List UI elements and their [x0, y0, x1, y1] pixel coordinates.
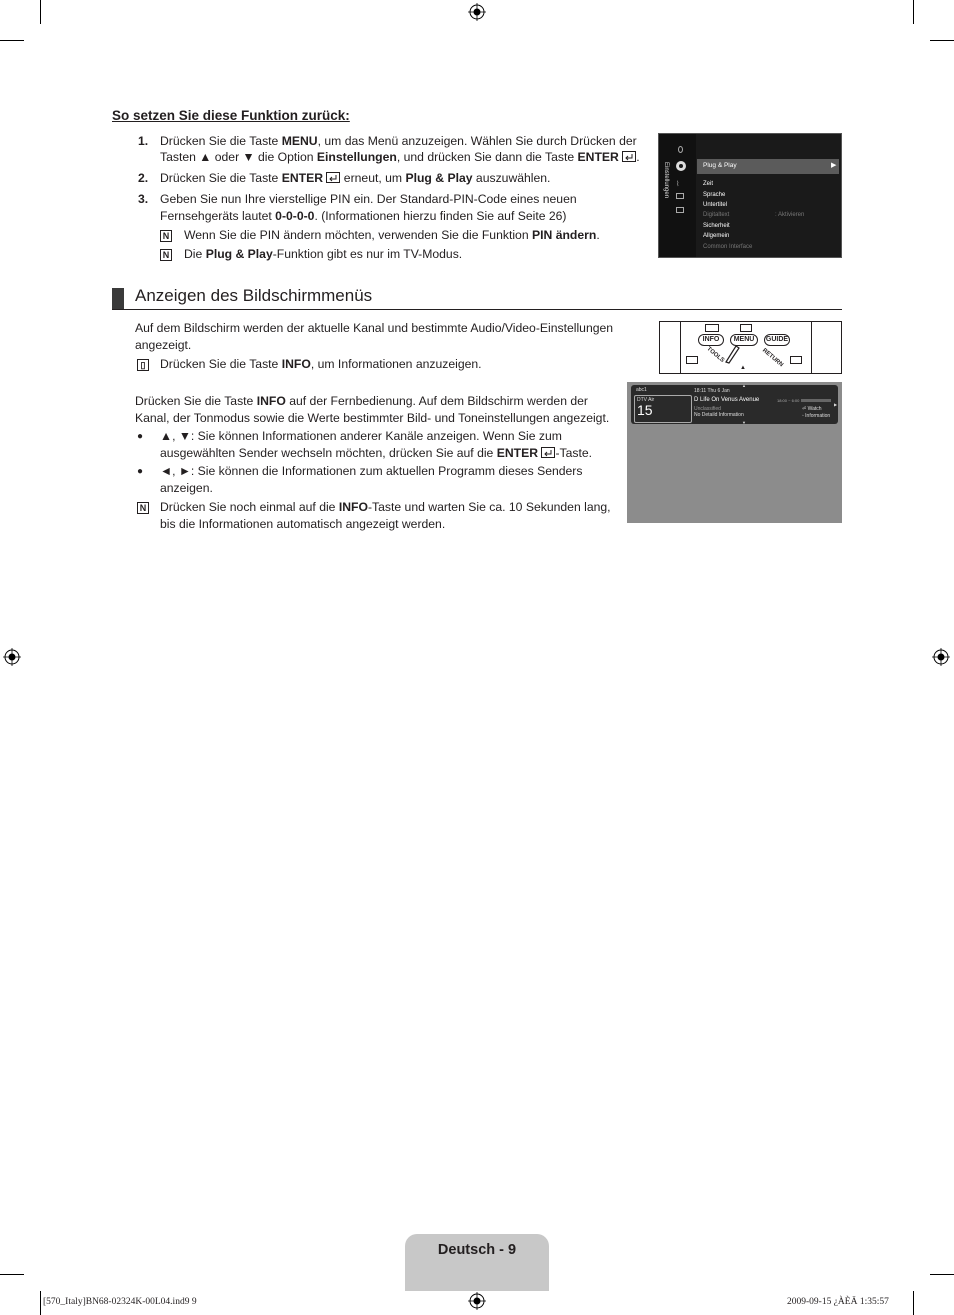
registration-mark-icon [3, 648, 21, 666]
step-number: 2. [138, 171, 149, 185]
step-number: 1. [138, 134, 149, 148]
note-plug-play [184, 246, 462, 263]
print-slug-right: 2009-09-15 ¿ÀÈÄ 1:35:57 [787, 1297, 889, 1307]
text: . (Informationen hierzu finden Sie auf Seite 26) [314, 209, 567, 223]
remote-illustration [659, 321, 842, 374]
programme-title: D Life On Venus Avenue [694, 397, 760, 403]
crop-mark [0, 1274, 24, 1275]
crop-mark [40, 1291, 41, 1315]
step-3-line-2 [160, 208, 567, 225]
bullet-2-line-2: anzeigen. [160, 481, 213, 495]
section-marker [112, 288, 124, 309]
menu-item-sprache[interactable]: Sprache [703, 192, 726, 198]
option-einstellungen: Einstellungen [316, 150, 397, 164]
button-icon [740, 324, 752, 332]
para-line-2: Kanal, der Tonmodus sowie die Werte bestimmter Bild- und Toneinstellungen angezeigt. [135, 411, 610, 425]
remote-note-icon: ▯ [137, 359, 149, 371]
text: Drücken Sie die Taste [135, 394, 257, 408]
step-number: 3. [138, 192, 149, 206]
option-plug-play: Plug & Play [205, 247, 273, 261]
menu-item-untertitel[interactable]: Untertitel [703, 202, 728, 208]
arrow-right-icon: ▶ [834, 402, 838, 407]
step-2 [160, 170, 550, 187]
para-line-1 [135, 393, 588, 410]
key-info: INFO [281, 357, 311, 371]
note-pin-change [184, 227, 600, 244]
text: -Funktion gibt es nur im TV-Modus. [272, 247, 463, 261]
button-icon [705, 324, 719, 332]
text: , und drücken Sie dann die Taste [396, 150, 578, 164]
text: Drücken Sie die Taste [160, 171, 282, 185]
date-time: 18:11 Thu 6 Jan [694, 388, 730, 394]
crop-mark [930, 40, 954, 41]
arrow-up-icon: ▲ [740, 365, 746, 371]
crop-mark [913, 1291, 914, 1315]
crop-mark [0, 40, 24, 41]
watch-hint: ⏎ Watch [802, 406, 822, 412]
key-enter: ENTER [577, 150, 619, 164]
button-icon [686, 356, 698, 364]
picture-icon [678, 146, 683, 153]
key-enter: ENTER [281, 171, 324, 185]
section-title: Anzeigen des Bildschirmmenüs [135, 286, 373, 305]
text: Wenn Sie die PIN ändern möchten, verwenden Sie die Funktion [184, 228, 532, 242]
channel-number: 15 [637, 402, 653, 418]
text: . [596, 228, 600, 242]
bullet-dot: ● [137, 431, 144, 442]
detail-info: No Detaild Information [694, 412, 744, 418]
time-range: 18:00 ~ 6:00 [777, 398, 800, 403]
crop-mark [913, 0, 914, 24]
information-label: Information [805, 413, 831, 419]
enter-icon [326, 172, 340, 183]
text: -Taste. [555, 446, 593, 460]
text: Drücken Sie die Taste [160, 134, 282, 148]
text: Die [184, 247, 206, 261]
text: Fernsehgeräts lautet [160, 209, 276, 223]
button-icon [790, 356, 802, 364]
registration-mark-icon [468, 3, 486, 21]
note-line-2: bis die Informationen automatisch angezeigt werden. [160, 517, 446, 531]
bullet-dot: ● [137, 466, 144, 477]
registration-mark-icon [932, 648, 950, 666]
gear-icon [674, 159, 688, 173]
step-1-line-1 [160, 133, 637, 150]
progress-bar [801, 399, 831, 402]
info-note [160, 356, 482, 373]
text: auf der Fernbedienung. Auf dem Bildschirm werden der [285, 394, 588, 408]
option-plug-play: Plug & Play [405, 171, 473, 185]
remote-guide-button[interactable]: GUIDE [764, 334, 790, 346]
note-line-1 [160, 499, 611, 516]
watch-label: Watch [807, 406, 822, 412]
key-menu: MENU [281, 134, 318, 148]
key-info: INFO [338, 500, 368, 514]
text: . [636, 150, 640, 164]
remote-menu-button[interactable]: MENU [730, 334, 758, 346]
step-3-line-1: Geben Sie nun Ihre vierstellige PIN ein. Der Standard-PIN-Code eines neuen [160, 192, 577, 206]
remote-return-label: RETURN [760, 347, 785, 369]
step-1-line-2 [160, 149, 640, 166]
section-rule [112, 309, 842, 310]
programme-name: Life On Venus Avenue [700, 397, 760, 403]
application-icon [676, 207, 684, 213]
remote-tools-label: TOOLS [705, 346, 726, 364]
pointer-hand-icon [722, 342, 742, 364]
menu-item-sicherheit[interactable]: Sicherheit [703, 223, 730, 229]
information-hint: ◦ Information [802, 413, 831, 419]
key-info: INFO [256, 394, 286, 408]
text: , um Informationen anzuzeigen. [310, 357, 482, 371]
tv-menu-screenshot [658, 133, 842, 258]
channel-name: abc1 [636, 387, 647, 393]
reset-subtitle: So setzen Sie diese Funktion zurück: [112, 108, 350, 123]
text: Drücken Sie noch einmal auf die [160, 500, 339, 514]
channel-type: DTV Air [637, 397, 655, 403]
info-screen [627, 382, 842, 523]
crop-mark [40, 0, 41, 24]
arrow-up-icon: ▲ [742, 383, 746, 388]
menu-digitaltext-value: : Aktivieren [775, 212, 805, 218]
enter-icon [622, 151, 636, 162]
note-icon: N [160, 230, 172, 242]
remote-info-button[interactable]: INFO [698, 334, 724, 346]
text: erneut, um [340, 171, 406, 185]
menu-item-plug-play[interactable]: Plug & Play [703, 162, 737, 169]
bullet-2-line-1: ◄, ►: Sie können die Informationen zum aktuellen Programm dieses Senders [160, 464, 583, 478]
arrow-down-icon: ▼ [742, 420, 746, 425]
default-pin: 0-0-0-0 [275, 209, 315, 223]
menu-side-label: Einstellungen [663, 162, 669, 199]
print-slug-left: [570_Italy]BN68-02324K-00L04.ind9 9 [43, 1297, 197, 1307]
bullet-1-line-2 [160, 445, 592, 462]
enter-icon [541, 447, 555, 458]
note-icon: N [137, 502, 149, 514]
arrow-right-icon: ▶ [831, 162, 837, 169]
option-pin-aendern: PIN ändern [532, 228, 597, 242]
page-label: Deutsch - 9 [437, 1242, 517, 1258]
text: Tasten ▲ oder ▼ die Option [160, 150, 317, 164]
text: Drücken Sie die Taste [160, 357, 282, 371]
menu-item-common-interface[interactable]: Common Interface [703, 244, 753, 250]
rating: Unclassified [694, 406, 721, 412]
registration-mark-icon [468, 1292, 486, 1310]
text: auszuwählen. [472, 171, 551, 185]
bullet-1-line-1: ▲, ▼: Sie können Informationen anderer Kanäle anzeigen. Wenn Sie zum [160, 429, 562, 443]
key-enter: ENTER [496, 446, 539, 460]
crop-mark [930, 1274, 954, 1275]
input-icon [676, 193, 684, 199]
info-banner [631, 385, 838, 424]
text: -Taste und warten Sie ca. 10 Sekunden lang, [367, 500, 611, 514]
menu-item-digitaltext[interactable]: Digitaltext [703, 212, 730, 218]
note-icon: N [160, 249, 172, 261]
intro-line-2: angezeigt. [135, 338, 192, 352]
antenna-icon: ⌇ [676, 181, 680, 188]
menu-item-zeit[interactable]: Zeit [703, 181, 714, 187]
text: , um das Menü anzuzeigen. Wählen Sie durch Drücken der [317, 134, 637, 148]
text: ausgewählten Sender wechseln möchten, drücken Sie auf die [160, 446, 497, 460]
menu-item-allgemein[interactable]: Allgemein [703, 233, 730, 239]
intro-line-1: Auf dem Bildschirm werden der aktuelle Kanal und bestimmte Audio/Video-Einstellungen [135, 321, 614, 335]
